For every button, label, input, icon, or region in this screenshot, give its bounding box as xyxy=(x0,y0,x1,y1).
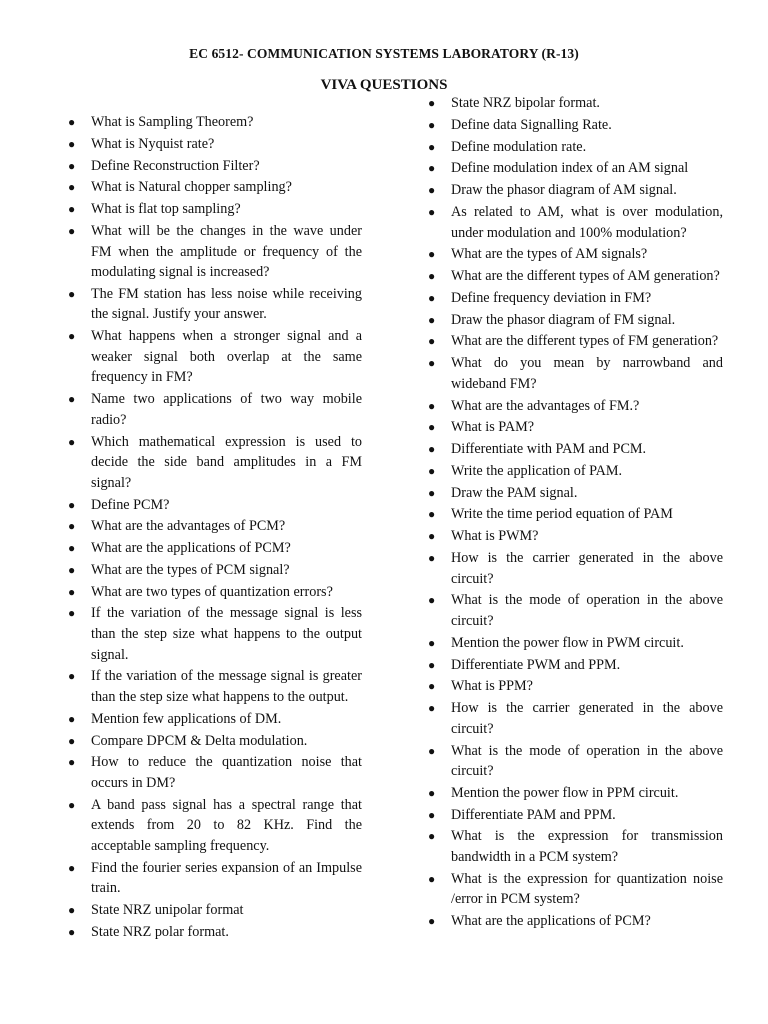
bullet-icon: ● xyxy=(428,269,436,284)
question-item xyxy=(426,504,723,525)
bullet-icon: ● xyxy=(428,635,436,650)
bullet-icon: ● xyxy=(68,860,76,875)
question-item xyxy=(66,516,362,537)
bullet-icon: ● xyxy=(428,593,436,608)
question-item xyxy=(426,202,723,243)
question-item xyxy=(66,326,362,388)
bullet-icon: ● xyxy=(428,701,436,716)
question-item xyxy=(66,538,362,559)
bullet-icon: ● xyxy=(428,657,436,672)
question-text: Mention few applications of DM. xyxy=(91,710,282,727)
question-item xyxy=(426,676,723,697)
bullet-icon: ● xyxy=(68,136,76,151)
bullet-icon: ● xyxy=(428,507,436,522)
question-text: State NRZ unipolar format xyxy=(91,902,244,919)
bullet-icon: ● xyxy=(428,117,436,132)
bullet-icon: ● xyxy=(428,914,436,929)
bullet-icon: ● xyxy=(428,334,436,349)
bullet-icon: ● xyxy=(428,139,436,154)
question-item xyxy=(66,134,362,155)
question-item xyxy=(426,288,723,309)
question-item xyxy=(426,805,723,826)
question-text: State NRZ polar format. xyxy=(91,923,229,940)
bullet-icon: ● xyxy=(428,398,436,413)
bullet-icon: ● xyxy=(68,158,76,173)
question-text: What is Natural chopper sampling? xyxy=(91,179,292,196)
bullet-icon: ● xyxy=(428,442,436,457)
bullet-icon: ● xyxy=(68,606,76,621)
question-text: Differentiate with PAM and PCM. xyxy=(451,441,647,458)
question-text: What is the mode of operation in the above circuit? xyxy=(451,592,723,629)
question-item xyxy=(66,582,362,603)
question-item xyxy=(426,310,723,331)
bullet-icon: ● xyxy=(68,797,76,812)
bullet-icon: ● xyxy=(68,497,76,512)
question-text: What are the different types of FM generation? xyxy=(451,333,719,350)
question-item xyxy=(426,180,723,201)
question-item xyxy=(426,93,723,114)
question-text: Which mathematical expression is used to decide the side band amplitudes in a FM signal? xyxy=(91,433,362,491)
question-item xyxy=(66,858,362,899)
question-item xyxy=(66,560,362,581)
bullet-icon: ● xyxy=(68,329,76,344)
question-text: What are the types of AM signals? xyxy=(451,246,648,263)
question-item xyxy=(426,548,723,589)
course-title: EC 6512- COMMUNICATION SYSTEMS LABORATORY (R-13) xyxy=(189,46,579,61)
bullet-icon: ● xyxy=(68,519,76,534)
question-item xyxy=(66,432,362,494)
bullet-icon: ● xyxy=(68,434,76,449)
question-text: Define modulation rate. xyxy=(451,138,587,155)
question-text: Differentiate PAM and PPM. xyxy=(451,806,616,823)
question-text: The FM station has less noise while receiving the signal. Justify your answer. xyxy=(91,285,362,323)
question-text: Mention the power flow in PWM circuit. xyxy=(451,634,684,651)
question-text: What are the applications of PCM? xyxy=(451,913,651,930)
bullet-icon: ● xyxy=(428,871,436,886)
bullet-icon: ● xyxy=(428,161,436,176)
question-text: What is PAM? xyxy=(451,419,535,436)
bullet-icon: ● xyxy=(68,223,76,238)
question-text: Define PCM? xyxy=(91,496,170,513)
question-text: What is Sampling Theorem? xyxy=(91,114,254,130)
bullet-icon: ● xyxy=(428,463,436,478)
bullet-icon: ● xyxy=(68,584,76,599)
bullet-icon: ● xyxy=(68,286,76,301)
question-text: Differentiate PWM and PPM. xyxy=(451,656,621,673)
question-text: What are the advantages of PCM? xyxy=(91,518,286,535)
question-item xyxy=(426,698,723,739)
bullet-icon: ● xyxy=(428,356,436,371)
bullet-icon: ● xyxy=(428,247,436,262)
bullet-icon: ● xyxy=(68,755,76,770)
right-question-list xyxy=(426,93,723,933)
bullet-icon: ● xyxy=(428,679,436,694)
question-item xyxy=(66,922,362,943)
question-text: Write the application of PAM. xyxy=(451,462,623,479)
question-item xyxy=(66,156,362,177)
bullet-icon: ● xyxy=(428,829,436,844)
question-item xyxy=(426,439,723,460)
question-text: What is the expression for quantization noise /error in PCM system? xyxy=(451,870,723,908)
question-item xyxy=(426,741,723,782)
question-text: If the variation of the message signal is greater than the step size what happens to the output. xyxy=(91,668,362,706)
question-item xyxy=(426,655,723,676)
question-item xyxy=(66,389,362,430)
question-item xyxy=(66,199,362,220)
bullet-icon: ● xyxy=(428,807,436,822)
bullet-icon: ● xyxy=(428,183,436,198)
question-item xyxy=(66,495,362,516)
bullet-icon: ● xyxy=(428,312,436,327)
question-text: What is flat top sampling? xyxy=(91,201,241,218)
question-item xyxy=(426,115,723,136)
question-text: What are the different types of AM generation? xyxy=(451,268,720,285)
bullet-icon: ● xyxy=(428,420,436,435)
question-item xyxy=(426,526,723,547)
question-text: Define modulation index of an AM signal xyxy=(451,160,689,177)
question-text: How to reduce the quantization noise that occurs in DM? xyxy=(91,754,362,791)
question-item xyxy=(66,900,362,921)
question-text: Define Reconstruction Filter? xyxy=(91,157,260,174)
question-text: Draw the phasor diagram of AM signal. xyxy=(451,182,677,199)
bullet-icon: ● xyxy=(68,180,76,195)
bullet-icon: ● xyxy=(428,96,436,110)
bullet-icon: ● xyxy=(68,202,76,217)
question-item xyxy=(66,112,362,133)
bullet-icon: ● xyxy=(68,562,76,577)
bullet-icon: ● xyxy=(68,924,76,939)
question-item xyxy=(426,137,723,158)
question-item xyxy=(426,590,723,631)
question-item xyxy=(426,483,723,504)
question-item xyxy=(426,331,723,352)
question-item xyxy=(426,266,723,287)
question-text: What do you mean by narrowband and wideband FM? xyxy=(451,355,723,392)
question-item xyxy=(426,826,723,867)
bullet-icon: ● xyxy=(428,743,436,758)
question-text: If the variation of the message signal is less than the step size what happens to the output signal. xyxy=(91,605,362,663)
question-item xyxy=(426,353,723,394)
question-text: What is PPM? xyxy=(451,678,533,695)
bullet-icon: ● xyxy=(68,392,76,407)
question-text: Compare DPCM & Delta modulation. xyxy=(91,732,308,749)
question-item xyxy=(426,244,723,265)
question-item xyxy=(66,177,362,198)
question-item xyxy=(426,417,723,438)
question-text: Name two applications of two way mobile radio? xyxy=(91,391,362,428)
bullet-icon: ● xyxy=(68,903,76,918)
question-item xyxy=(426,911,723,932)
question-item xyxy=(66,752,362,793)
question-item xyxy=(426,461,723,482)
bullet-icon: ● xyxy=(428,785,436,800)
question-item xyxy=(426,783,723,804)
question-text: What is PWM? xyxy=(451,528,539,545)
question-text: How is the carrier generated in the above circuit? xyxy=(451,550,723,587)
question-text: Find the fourier series expansion of an Impulse train. xyxy=(91,859,362,897)
question-item xyxy=(66,221,362,283)
question-text: What happens when a stronger signal and a weaker signal both overlap at the same frequency in FM? xyxy=(91,328,362,386)
question-text: Draw the phasor diagram of FM signal. xyxy=(451,311,676,328)
question-item xyxy=(66,731,362,752)
question-text: A band pass signal has a spectral range that extends from 20 to 82 KHz. Find the acceptable sampling frequency. xyxy=(91,796,362,854)
question-text: What is the mode of operation in the above circuit? xyxy=(451,742,723,780)
question-text: State NRZ bipolar format. xyxy=(451,95,600,111)
question-item xyxy=(66,603,362,665)
question-text: As related to AM, what is over modulation, under modulation and 100% modulation? xyxy=(451,203,723,241)
bullet-icon: ● xyxy=(68,541,76,556)
question-item xyxy=(426,869,723,910)
question-item xyxy=(426,158,723,179)
question-text: Mention the power flow in PPM circuit. xyxy=(451,784,679,801)
question-text: Write the time period equation of PAM xyxy=(451,506,673,523)
question-item xyxy=(66,795,362,857)
question-text: How is the carrier generated in the above circuit? xyxy=(451,700,723,737)
bullet-icon: ● xyxy=(68,733,76,748)
question-text: What is Nyquist rate? xyxy=(91,135,215,152)
left-question-list xyxy=(66,112,362,944)
question-item xyxy=(426,396,723,417)
question-item xyxy=(66,284,362,325)
question-item xyxy=(66,666,362,707)
question-text: Define data Signalling Rate. xyxy=(451,116,612,133)
question-text: Define frequency deviation in FM? xyxy=(451,289,652,306)
bullet-icon: ● xyxy=(428,204,436,219)
bullet-icon: ● xyxy=(68,115,76,129)
section-title: VIVA QUESTIONS xyxy=(320,77,448,93)
question-text: What are the advantages of FM.? xyxy=(451,397,640,414)
bullet-icon: ● xyxy=(428,529,436,544)
bullet-icon: ● xyxy=(428,551,436,566)
bullet-icon: ● xyxy=(428,485,436,500)
bullet-icon: ● xyxy=(68,669,76,684)
question-text: What is the expression for transmission bandwidth in a PCM system? xyxy=(451,828,723,866)
bullet-icon: ● xyxy=(68,711,76,726)
question-text: What are the types of PCM signal? xyxy=(91,561,290,578)
question-item xyxy=(426,633,723,654)
question-text: Draw the PAM signal. xyxy=(451,484,578,501)
question-item xyxy=(66,709,362,730)
question-text: What will be the changes in the wave under FM when the amplitude or frequency of the modulating signal is increased? xyxy=(91,222,362,281)
question-text: What are the applications of PCM? xyxy=(91,540,291,557)
bullet-icon: ● xyxy=(428,290,436,305)
question-text: What are two types of quantization errors? xyxy=(91,583,333,600)
